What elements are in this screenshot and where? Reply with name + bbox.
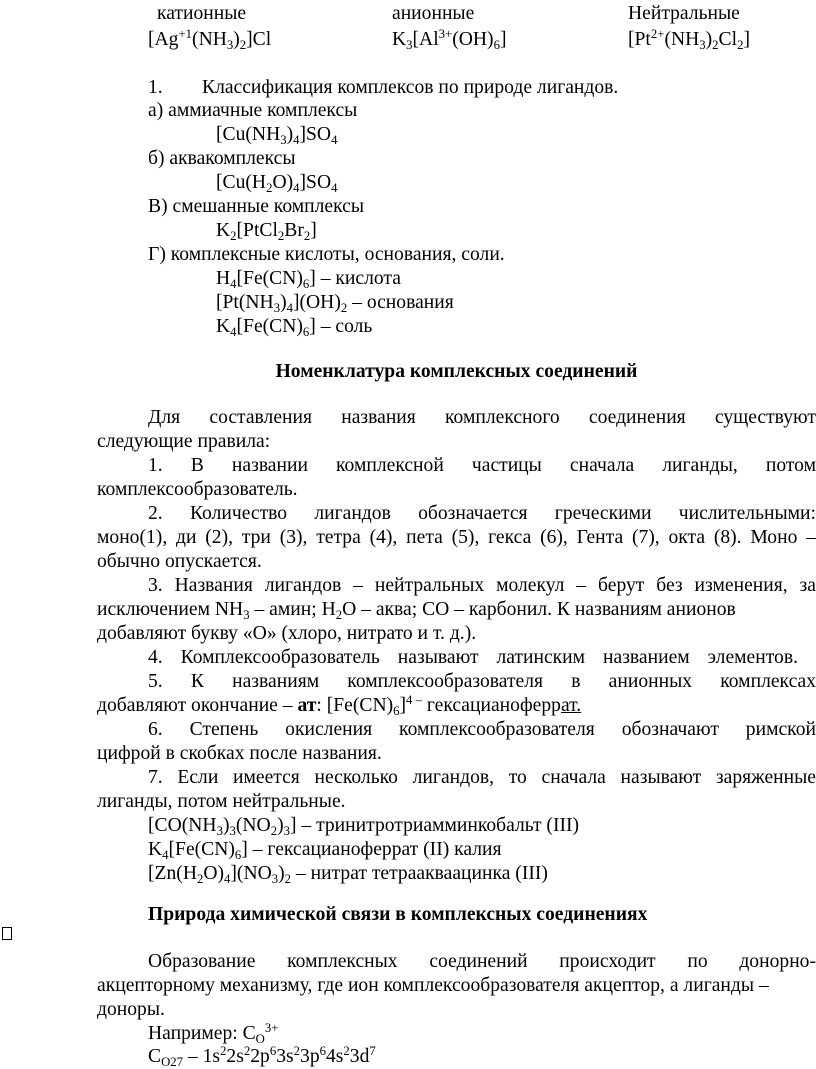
header-anionic: анионные (392, 3, 475, 24)
rule-6-line-2: цифрой в скобках после названия. (97, 743, 382, 764)
rule-1-line-2: комплексообразователь. (97, 479, 298, 500)
aqua-formula: $[Cu(H_2O)_4]SO_4$ (216, 172, 338, 195)
rule-5-line-2: добавляют окончание – ат: $[Fe(CN)_6]^{4 -}$ гексацианоферрат. (97, 693, 582, 718)
intro-line-1: Для составления названия комплексного соединения существуют (148, 407, 816, 428)
rule-3-line-1: 3. Названия лигандов – нейтральных молекул – берут без изменения, за (148, 575, 816, 596)
rule-6-line-1: 6. Степень окисления комплексообразователя обозначают римской (148, 719, 816, 740)
bonding-line-3: доноры. (97, 999, 165, 1020)
example-1: $[CO(NH_3)_3(NO_2)_3]$ – тринитротриамминкобальт (III) (148, 815, 580, 838)
rule-2-line-2: моно(1), ди (2), три (3), тетра (4), пета (5), гекса (6), Гента (7), окта (8). Моно – (97, 527, 816, 548)
example-label: Например: $C_O^{3+}$ (148, 1021, 279, 1046)
header-cationic: катионные (157, 3, 247, 24)
rule-2-line-3: обычно опускается. (97, 551, 262, 572)
example-2: $K_4[Fe(CN)_6]$ – гексацианоферрат (II) калия (148, 839, 502, 862)
neutral-example: $[Pt^{2+}(NH_3)_2Cl_2]$ (628, 27, 750, 52)
classification-title: Классификация комплексов по природе лигандов. (202, 77, 619, 98)
rule-1-line-1: 1. В названии комплексной частицы сначала лиганды, потом (148, 455, 816, 476)
acids-label: Г) комплексные кислоты, основания, соли. (148, 244, 505, 265)
aqua-label: б) аквакомплексы (148, 148, 296, 169)
base-formula: $[Pt(NH_3)_4](OH)_2$ – основания (216, 292, 454, 315)
bonding-line-1: Образование комплексных соединений происходит по донорно- (148, 951, 816, 972)
rule-5-line-1: 5. К названиям комплексообразователя в анионных комплексах (148, 671, 816, 692)
acid-formula: $H_4[Fe(CN)_6]$ – кислота (216, 268, 401, 291)
electron-config: $C_{O27} - 1s^22s^22p^63s^23p^64s^23d^7$ (148, 1044, 376, 1069)
rule-7-line-2: лиганды, потом нейтральные. (97, 791, 346, 812)
mixed-formula: $K_2[PtCl_2Br_2]$ (216, 220, 317, 243)
rule-4: 4. Комплексообразователь называют латинским названием элементов. (148, 647, 798, 668)
cation-example: $[Ag^{+1}(NH_3)_2]Cl$ (148, 27, 272, 52)
margin-marker (2, 927, 12, 940)
ammonia-label: а) аммиачные комплексы (148, 100, 358, 121)
header-neutral: Нейтральные (628, 3, 740, 24)
bonding-heading: Природа химической связи в комплексных соединениях (148, 904, 648, 925)
example-3: $[Zn(H_2O)_4](NO_3)_2$ – нитрат тетраакваацинка (III) (148, 863, 548, 886)
rule-3-line-2: исключением $NH_3$ – амин; $H_2O$ – аква; CO – карбонил. К названиям анионов (97, 599, 736, 622)
rule-2-line-1: 2. Количество лигандов обозначается греческими числительными: (148, 503, 816, 524)
ammonia-formula: $[Cu(NH_3)_4]SO_4$ (216, 124, 338, 147)
intro-line-2: следующие правила: (97, 431, 271, 452)
rule-3-line-3: добавляют букву «О» (хлоро, нитрато и т. д.). (97, 623, 477, 644)
mixed-label: В) смешанные комплексы (148, 196, 364, 217)
nomenclature-heading: Номенклатура комплексных соединений (275, 361, 638, 382)
rule-7-line-1: 7. Если имеется несколько лигандов, то сначала называют заряженные (148, 767, 816, 788)
classification-number: 1. (148, 77, 163, 98)
anion-example: $K_3[Al^{3+}(OH)_6]$ (392, 27, 507, 52)
salt-formula: $K_4[Fe(CN)_6]$ – соль (216, 316, 373, 339)
bonding-line-2: акцепторному механизму, где ион комплексообразователя акцептор, а лиганды – (97, 975, 769, 996)
